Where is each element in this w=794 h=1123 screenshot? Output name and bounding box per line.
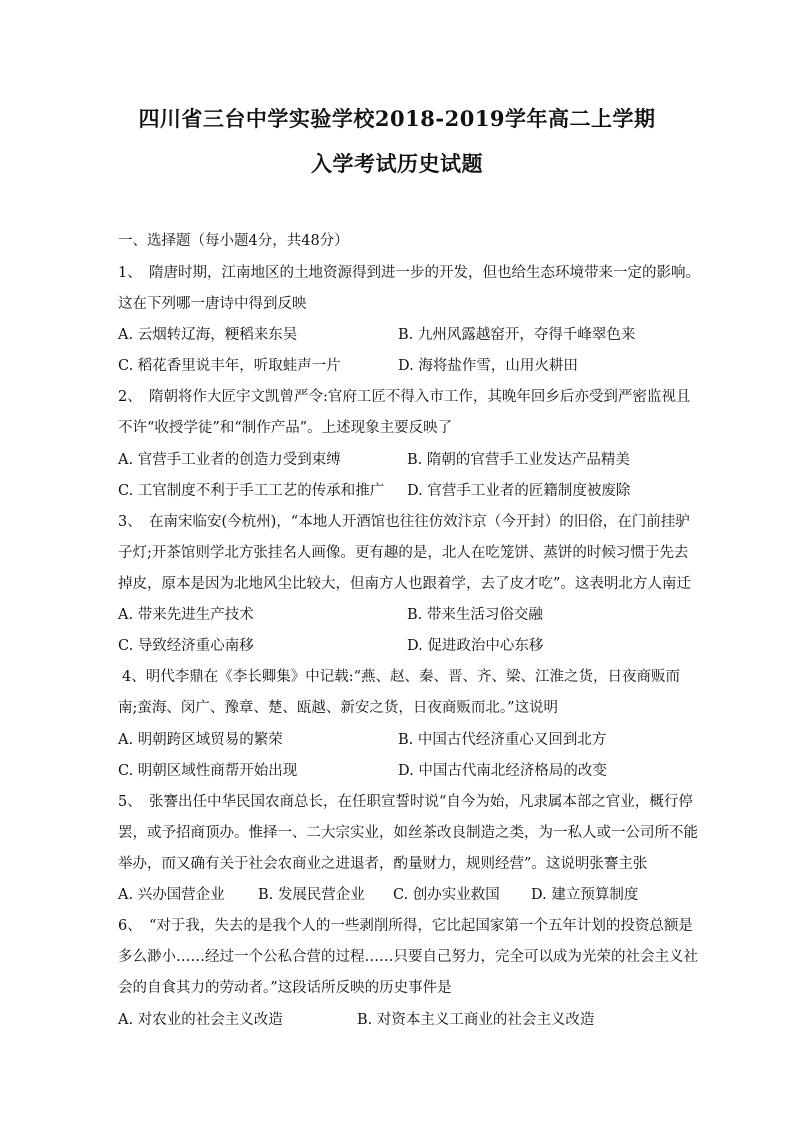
option-b: B. 中国古代经济重心又回到北方 [398,732,607,748]
question-stem: 不许“收授学徒”和“制作产品”。上述现象主要反映了 [118,420,453,436]
option-c: C. 创办实业救国 [393,887,500,903]
option-d: D. 中国古代南北经济格局的改变 [398,763,607,779]
question-stem: 子灯;开茶馆则学北方张挂名人画像。更有趣的是，北人在吃笼饼、蒸饼的时候习惯于先去 [118,545,689,561]
title-line-2: 入学考试历史试题 [311,151,483,176]
option-a: A. 官营手工业者的创造力受到束缚 [118,452,341,468]
question-stem: 罢，或予招商顶办。惟择一、二大宗实业，如丝茶改良制造之类，为一私人或一公司所不能 [118,825,698,841]
option-c: C. 工官制度不利于手工工艺的传承和推广 [118,483,385,499]
option-a: A. 云烟转辽海，粳稻来东吴 [118,327,298,343]
option-b: B. 带来生活习俗交融 [407,607,543,623]
option-a: A. 兴办国营企业 [118,887,225,903]
question-stem: 会的自食其力的劳动者。”这段话所反映的历史事件是 [118,980,452,996]
option-b: B. 隋朝的官营手工业发达产品精美 [407,452,630,468]
option-a: A. 对农业的社会主义改造 [118,1012,283,1028]
title-line-1: 四川省三台中学实验学校2018-2019学年高二上学期 [138,106,656,131]
option-a: A. 明朝跨区域贸易的繁荣 [118,732,283,748]
option-c: C. 导致经济重心南移 [118,638,254,654]
option-b: B. 对资本主义工商业的社会主义改造 [357,1012,595,1028]
option-d: D. 官营手工业者的匠籍制度被废除 [407,483,631,499]
question-stem: 1、 隋唐时期，江南地区的土地资源得到进一步的开发，但也给生态环境带来一定的影响。 [118,265,700,281]
section-heading: 一、选择题（每小题4分，共48分） [118,233,349,249]
question-stem: 南;蛮海、闵广、豫章、楚、瓯越、新安之货，日夜商贩而北。”这说明 [118,700,559,716]
option-d: D. 促进政治中心东移 [407,638,544,654]
option-d: D. 海将盐作雪，山用火耕田 [398,358,578,374]
question-stem: 5、 张謇出任中华民国农商总长，在任职宣誓时说“自今为始，凡隶属本部之官业，概行停 [118,794,693,810]
option-c: C. 明朝区域性商帮开始出现 [118,763,298,779]
option-b: B. 九州风露越窑开，夺得千峰翠色来 [398,327,636,343]
option-c: C. 稻花香里说丰年，听取蛙声一片 [118,358,341,374]
question-stem: 掉皮，原本是因为北地风尘比较大，但南方人也跟着学，去了皮才吃”。这表明北方人南迁 [118,576,691,592]
question-stem: 3、 在南宋临安(今杭州)，“本地人开酒馆也往往仿效汴京（今开封）的旧俗，在门前挂驴 [118,514,690,530]
option-d: D. 建立预算制度 [531,887,639,903]
question-stem: 举办，而又确有关于社会农商业之进退者，酌量财力，规则经营”。这说明张謇主张 [118,856,648,872]
question-stem: 多么渺小……经过一个公私合营的过程……只要自己努力，完全可以成为光荣的社会主义社 [118,949,698,965]
question-stem: 这在下列哪一唐诗中得到反映 [118,296,307,312]
question-stem: 2、 隋朝将作大匠宇文凯曾严令:官府工匠不得入市工作，其晚年回乡后亦受到严密监视且 [118,389,691,405]
question-stem: 4、明代李鼎在《李长卿集》中记载:“燕、赵、秦、晋、齐、梁、江淮之货，日夜商贩而 [122,669,681,685]
option-a: A. 带来先进生产技术 [118,607,254,623]
option-b: B. 发展民营企业 [258,887,365,903]
question-stem: 6、 “对于我，失去的是我个人的一些剥削所得，它比起国家第一个五年计划的投资总额是 [118,918,693,934]
